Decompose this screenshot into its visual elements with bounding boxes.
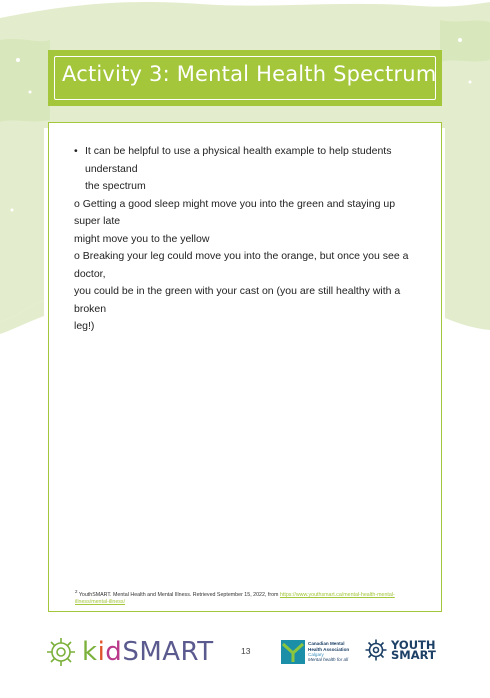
gear-icon [364,638,388,662]
sub-item-broken-leg [74,248,418,336]
kidsmart-wordmark: kidSMART [82,637,214,667]
footnote-link-continued[interactable]: illness/mental-illness/ [75,598,126,605]
footnote-number: 2 [75,589,78,594]
bullet-text-line: the spectrum [85,180,146,192]
gear-icon [44,635,78,669]
bullet-item [74,143,418,196]
footnote-text: YouthSMART. Mental Health and Mental Illness. Retrieved September 15, 2022, from [78,591,279,598]
cmha-logo [281,640,356,664]
page-number: 13 [241,646,251,656]
footnote [75,588,425,606]
sub-item-line: o Getting a good sleep might move you into the green and staying up super late [74,197,396,227]
kidsmart-logo [44,634,214,670]
sub-item-line: might move you to the yellow [74,232,210,245]
footnote-link[interactable]: https://www.youthsmart.ca/mental-health-mental- [279,591,395,598]
sub-item-line: o Breaking your leg could move you into the orange, but once you see a doctor, [74,250,409,280]
cmha-emblem-icon [281,640,305,664]
page-footer [0,628,490,678]
sub-item-line: you could be in the green with your cast on (you are still healthy with a broken [74,285,401,315]
youthsmart-logo [364,638,436,662]
page-title: Activity 3: Mental Health Spectrum [62,62,437,86]
bullet-text-line: It can be helpful to use a physical health example to help students understand [85,145,392,175]
activity-body [74,143,418,336]
youthsmart-wordmark: YOUTH SMART [391,638,436,662]
bullet-marker: • [74,145,78,157]
cmha-text: Canadian Mental Health Association Calgary Mental health for all [308,641,350,663]
sub-item-line: leg!) [74,320,95,332]
content-panel [48,122,442,612]
title-banner [48,50,442,106]
sub-item-sleep [74,196,418,249]
